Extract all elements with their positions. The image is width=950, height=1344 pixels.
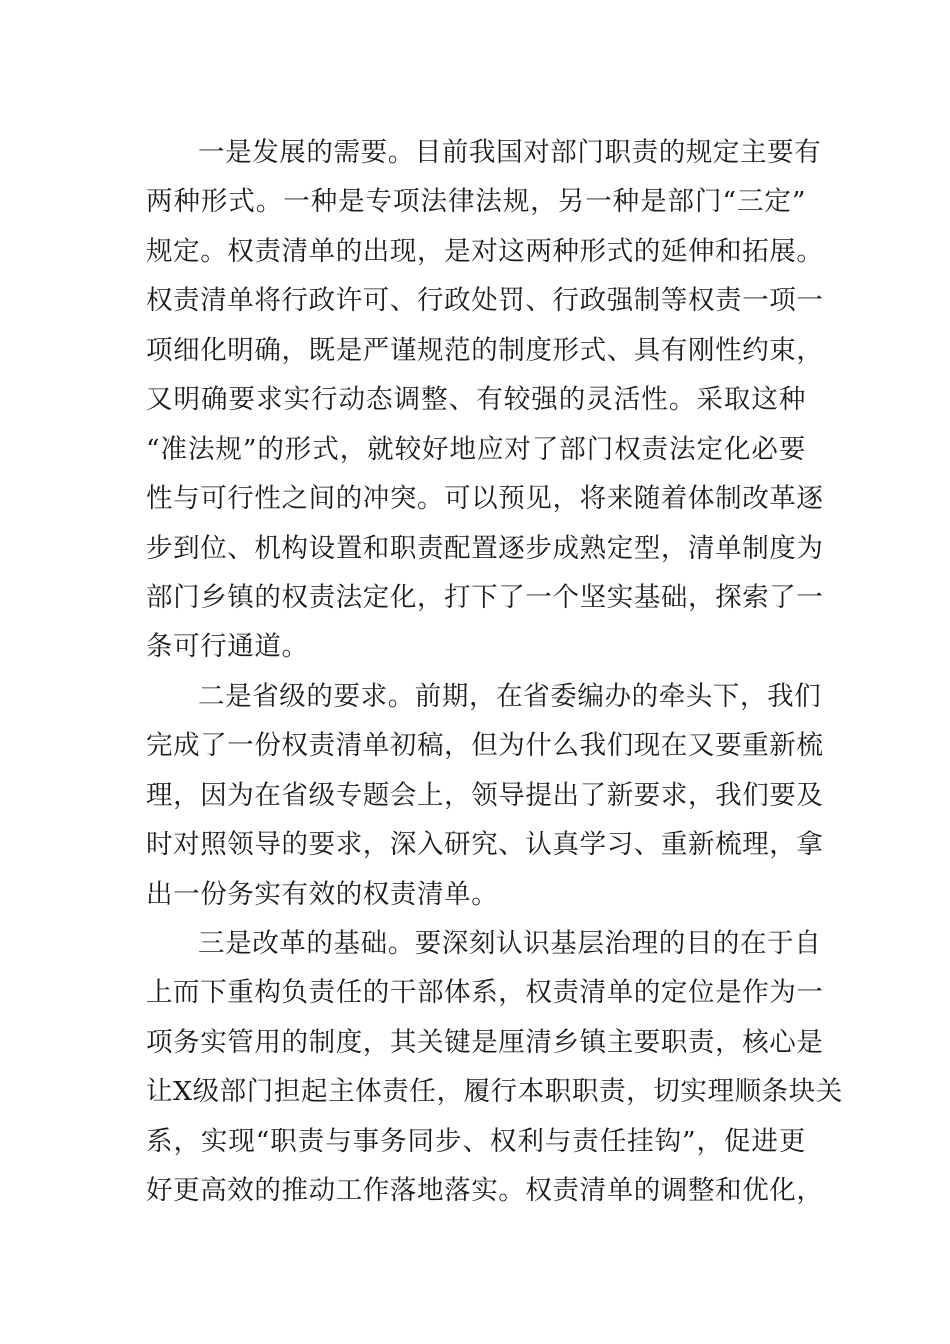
- text-line: 两种形式。一种是专项法律法规，另一种是部门“三定”: [146, 186, 806, 218]
- text-line: 三是改革的基础。要深刻认识基层治理的目的在于自: [198, 928, 822, 959]
- text-line: 又明确要求实行动态调整、有较强的灵活性。采取这种: [146, 384, 806, 416]
- text-line: 二是省级的要求。前期，在省委编办的牵头下，我们: [198, 680, 822, 712]
- text-line: 让X级部门担起主体责任，履行本职职责，切实理顺条块关: [146, 1076, 843, 1108]
- text-line: 时对照领导的要求，深入研究、认真学习、重新梳理，拿: [146, 829, 824, 861]
- text-line: 好更高效的推动工作落地落实。权责清单的调整和优化，: [146, 1175, 824, 1207]
- text-line: 权责清单将行政许可、行政处罚、行政强制等权责一项一: [146, 285, 824, 317]
- text-line: 一是发展的需要。目前我国对部门职责的规定主要有: [198, 137, 822, 168]
- text-line: 条可行通道。: [146, 631, 309, 663]
- text-line: 性与可行性之间的冲突。可以预见，将来随着体制改革逐: [146, 483, 824, 515]
- text-line: 理，因为在省级专题会上，领导提出了新要求，我们要及: [146, 779, 824, 811]
- text-line: 步到位、机构设置和职责配置逐步成熟定型，清单制度为: [146, 532, 824, 564]
- text-line: 部门乡镇的权责法定化，打下了一个坚实基础，探索了一: [146, 581, 824, 613]
- text-line: 出一份务实有效的权责清单。: [146, 878, 499, 910]
- text-line: 完成了一份权责清单初稿，但为什么我们现在又要重新梳: [146, 730, 824, 762]
- text-line: 系，实现“职责与事务同步、权利与责任挂钩”，促进更: [146, 1125, 806, 1157]
- text-line: 上而下重构负责任的干部体系，权责清单的定位是作为一: [146, 977, 824, 1009]
- text-line: “准法规”的形式，就较好地应对了部门权责法定化必要: [146, 433, 806, 465]
- document-page: [146, 128, 843, 1216]
- text-line: 项务实管用的制度，其关键是厘清乡镇主要职责，核心是: [146, 1026, 824, 1058]
- text-line: 规定。权责清单的出现，是对这两种形式的延伸和拓展。: [146, 235, 824, 267]
- text-line: 项细化明确，既是严谨规范的制度形式、具有刚性约束，: [146, 334, 824, 366]
